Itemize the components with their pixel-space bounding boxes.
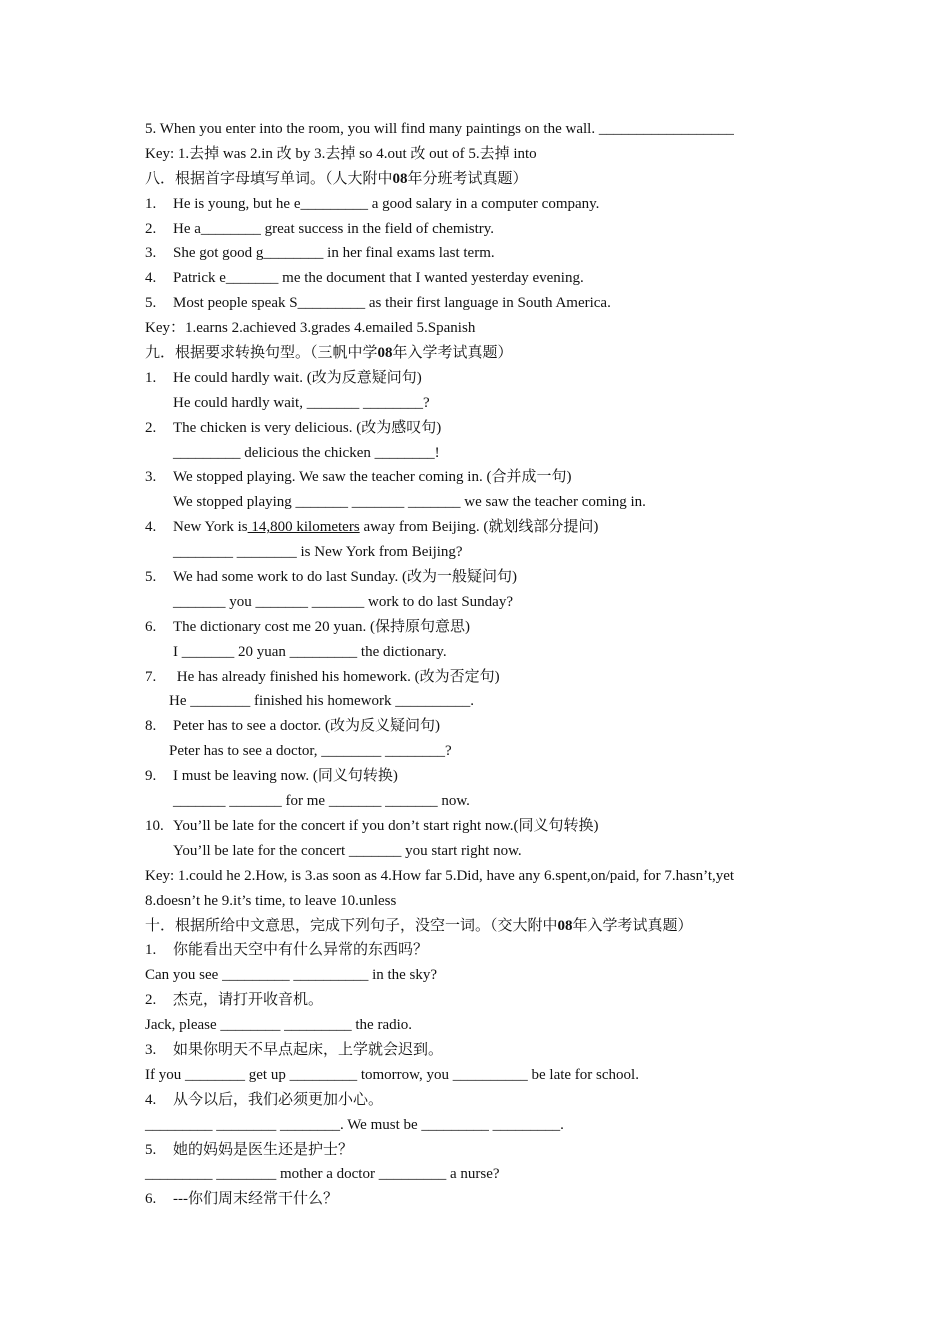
s8-item-1: 1. He is young, but he e_________ a good salary in a computer company. bbox=[145, 195, 600, 212]
s9-item-5-answer: _______ you _______ _______ work to do last Sunday? bbox=[173, 593, 513, 610]
s9-item-3-answer: We stopped playing _______ _______ _______ we saw the teacher coming in. bbox=[173, 494, 646, 511]
underlined-phrase: 14,800 kilometers bbox=[247, 519, 360, 536]
s10-item-5-chinese: 5. 她的妈妈是医生还是护士？ bbox=[145, 1141, 354, 1158]
prev-item-5: 5. When you enter into the room, you will find many paintings on the wall. __________________ bbox=[145, 121, 734, 137]
s9-item-2-question: 2. The chicken is very delicious. (改为感叹句) bbox=[145, 419, 442, 436]
s9-item-7-answer: He ________ finished his homework __________. bbox=[169, 693, 474, 710]
s10-item-1-chinese: 1. 你能看出天空中有什么异常的东西吗？ bbox=[145, 942, 429, 959]
s9-item-4-question: 4. New York is 14,800 kilometers away from Beijing. (就划线部分提问) bbox=[145, 519, 599, 536]
s9-item-9-answer: _______ _______ for me _______ _______ now. bbox=[173, 793, 470, 810]
s9-item-10-answer: You’ll be late for the concert _______ you start right now. bbox=[173, 842, 522, 859]
s9-item-5-question: 5. We had some work to do last Sunday. (改为一般疑问句) bbox=[145, 569, 518, 586]
s9-item-2-answer: _________ delicious the chicken ________! bbox=[173, 444, 440, 461]
s9-item-8-answer: Peter has to see a doctor, ________ ________? bbox=[169, 743, 452, 760]
section-9-heading: 九．根据要求转换句型。（三帆中学08年入学考试真题） bbox=[145, 345, 513, 362]
s9-item-1-answer: He could hardly wait, _______ ________? bbox=[173, 394, 430, 411]
s8-key: Key：1.earns 2.achieved 3.grades 4.emailed 5.Spanish bbox=[145, 320, 476, 337]
s8-item-2: 2. He a________ great success in the field of chemistry. bbox=[145, 220, 495, 237]
section-8-heading: 八．根据首字母填写单词。（人大附中08年分班考试真题） bbox=[145, 170, 528, 187]
s10-item-2-chinese: 2. 杰克，请打开收音机。 bbox=[145, 992, 324, 1009]
s8-item-3: 3. She got good g________ in her final exams last term. bbox=[145, 245, 495, 262]
s9-item-7-question: 7. He has already finished his homework. (改为否定句) bbox=[145, 668, 500, 685]
s10-item-3-chinese: 3. 如果你明天不早点起床，上学就会迟到。 bbox=[145, 1041, 444, 1058]
s9-item-1-question: 1. He could hardly wait. (改为反意疑问句) bbox=[145, 369, 422, 386]
s9-item-6-question: 6. The dictionary cost me 20 yuan. (保持原句意思) bbox=[145, 618, 471, 635]
s9-item-3-question: 3. We stopped playing. We saw the teacher coming in. (合并成一句) bbox=[145, 469, 572, 486]
s10-item-4-english: _________ ________ ________. We must be _________ _________. bbox=[145, 1116, 564, 1133]
section-10-heading: 十．根据所给中文意思，完成下列句子，没空一词。（交大附中08年入学考试真题） bbox=[145, 917, 693, 934]
worksheet-page bbox=[145, 117, 835, 1212]
s10-item-2-english: Jack, please ________ _________ the radio. bbox=[145, 1017, 413, 1034]
s8-item-4: 4. Patrick e_______ me the document that I wanted yesterday evening. bbox=[145, 270, 584, 287]
s10-item-1-english: Can you see _________ __________ in the sky? bbox=[145, 967, 438, 984]
s10-item-6-chinese: 6. ---你们周末经常干什么？ bbox=[145, 1191, 338, 1208]
s10-item-4-chinese: 4. 从今以后，我们必须更加小心。 bbox=[145, 1091, 384, 1108]
s9-item-4-answer: ________ ________ is New York from Beijing? bbox=[173, 544, 463, 561]
s9-item-10-question: 10. You’ll be late for the concert if you don’t start right now.(同义句转换) bbox=[145, 817, 599, 834]
s9-item-6-answer: I _______ 20 yuan _________ the dictionary. bbox=[173, 643, 447, 660]
prev-key: Key: 1.去掉 was 2.in 改 by 3.去掉 so 4.out 改 out of 5.去掉 into bbox=[145, 145, 537, 162]
s9-item-8-question: 8. Peter has to see a doctor. (改为反义疑问句) bbox=[145, 718, 441, 735]
s10-item-5-english: _________ ________ mother a doctor _________ a nurse? bbox=[145, 1166, 500, 1183]
s9-item-9-question: 9. I must be leaving now. (同义句转换) bbox=[145, 768, 398, 785]
s8-item-5: 5. Most people speak S_________ as their first language in South America. bbox=[145, 295, 611, 312]
s9-key-line-1: Key: 1.could he 2.How, is 3.as soon as 4.How far 5.Did, have any 6.spent,on/paid, for 7.hasn’t,yet bbox=[145, 867, 735, 884]
s9-key-line-2: 8.doesn’t he 9.it’s time, to leave 10.unless bbox=[145, 892, 397, 909]
s10-item-3-english: If you ________ get up _________ tomorrow, you __________ be late for school. bbox=[145, 1066, 639, 1083]
